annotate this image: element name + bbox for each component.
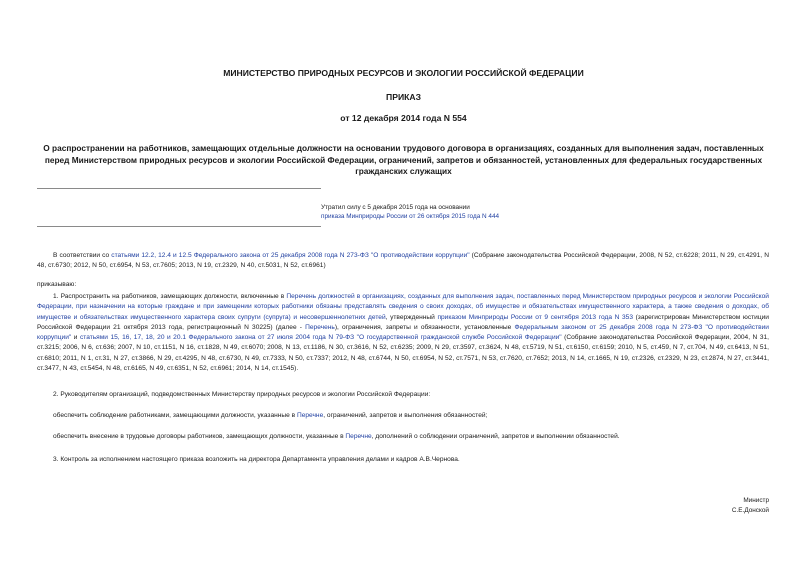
item-1-paragraph — [37, 292, 769, 374]
item-2-paragraph: 2. Руководителям организаций, подведомственных Министерству природных ресурсов и экологии Российской Федерации: — [53, 391, 431, 398]
preamble-text-2: (Собрание законодательства Российской Федерации, 2008, N 52, ст.6228; 2011, N 29, ст.4291, N 48, ст.6730; 2012, N 50, ст.6954, N 53, ст.7605; 2013, N 19, ст.2329, N 40, ст.5031, N 52, ст.6961) — [37, 252, 769, 270]
item1-text-5: и — [71, 334, 80, 342]
item2a-text-1: обеспечить соблюдение работниками, замещающими должности, указанные в — [53, 412, 297, 419]
item-2a-paragraph — [37, 411, 769, 421]
item2b-text-1: обеспечить внесение в трудовые договоры работников, замещающих должности, указанные в — [53, 433, 346, 440]
item2b-link-list[interactable]: Перечне — [345, 433, 372, 440]
document-title: О распространении на работников, замещающих отдельные должности на основании трудового договора в организациях, созданных для выполнения задач, поставленных перед Министерством природных ресурсов и экологии Российской Федерации, ограничений, запретов и обязанностей, установленных для федеральных государственных гражданских служащих — [43, 143, 764, 176]
status-link[interactable]: приказа Минприроды России от 26 октября 2015 года N 444 — [321, 213, 500, 220]
item1-text-1: 1. Распространить на работников, замещающих должности, включенные в — [53, 293, 287, 300]
item1-link-list[interactable]: Перечень — [305, 323, 335, 331]
item1-link-law-273[interactable]: Федеральным законом от 25 декабря 2008 года N 273-ФЗ "О противодействии коррупции" — [37, 323, 769, 342]
item1-text-3: (зарегистрирован Министерством юстиции Российской Федерации 21 октября 2013 года, регистрационный N 30225) (далее - — [37, 313, 769, 331]
item1-link-order-353[interactable]: приказом Минприроды России от 9 сентября 2013 года N 353 — [437, 313, 633, 321]
preamble-link-law-273[interactable]: статьями 12.2, 12.4 и 12.5 Федерального закона от 25 декабря 2008 года N 273-ФЗ "О противодействии коррупции" — [111, 252, 470, 259]
signature-name: С.Е.Донской — [731, 507, 769, 514]
date-number-heading: от 12 декабря 2014 года N 554 — [340, 113, 467, 123]
ministry-heading: МИНИСТЕРСТВО ПРИРОДНЫХ РЕСУРСОВ И ЭКОЛОГИИ РОССИЙСКОЙ ФЕДЕРАЦИИ — [223, 68, 584, 78]
top-divider — [37, 188, 321, 189]
status-text: Утратил силу с 5 декабря 2015 года на основании — [321, 204, 470, 211]
item-2b-paragraph — [37, 432, 769, 442]
signature-position: Министр — [743, 497, 769, 504]
item1-text-2: , утвержденный — [385, 313, 438, 321]
preamble-paragraph — [37, 251, 769, 272]
item-3-paragraph: 3. Контроль за исполнением настоящего приказа возложить на директора Департамента управления делами и кадров А.В.Чернова. — [53, 456, 460, 463]
bottom-divider — [37, 226, 321, 227]
doc-type-heading: ПРИКАЗ — [386, 92, 421, 102]
item1-link-law-79[interactable]: статьями 15, 16, 17, 18, 20 и 20.1 Федерального закона от 27 июля 2004 года N 79-ФЗ "О государственной гражданской службе Российской Федерации" — [79, 334, 562, 342]
item1-text-4: ), ограничения, запреты и обязанности, установленные — [334, 323, 515, 331]
preamble-text-1: В соответствии со — [53, 252, 112, 259]
item2a-text-2: , ограничений, запретов и выполнения обязанностей; — [323, 412, 488, 419]
item2b-text-2: , дополнений о соблюдении ограничений, запретов и выполнении обязанностей. — [371, 433, 620, 440]
item1-text-6: (Собрание законодательства Российской Федерации, 2004, N 31, ст.3215; 2006, N 6, ст.636; 2007, N 10, ст.1151, N 16, ст.1828, N 49, ст.6070; 2008, N 13, ст.1186, N 30, ст.3616, N 52, ст.6235; 2009, N 29, ст.3597, ст.3624, N 48, ст.5719, N 51, ст.6150, ст.6159; 2010, N 5, ст.459, N 7, ст.704, N 49, ст.6413, N 51, ст.6810; 2011, N 1, ст.31, N 27, ст.3866, N 29, ст.4295, N 48, ст.6730, N 49, ст.7333, N 50, ст.7337; 2012, N 48, ст.6744, N 50, ст.6954, N 52, ст.7571, N 53, ст.7620, ст.7652; 2013, N 14, ст.1665, N 19, ст.2326, ст.2329, N 23, ст.2874, N 27, ст.3441, ст.3477, N 43, ст.5454, N 48, ст.6165, N 49, ст.6351, N 52, ст.6961; 2014, N 14, ст.1545). — [37, 334, 769, 373]
item1-link-positions-list[interactable]: Перечень должностей в организациях, созданных для выполнения задач, поставленных перед Министерством природных ресурсов и экологии Российской Федерации, при назначении на которые граждане и при замещении которых работники обязаны представлять сведения о своих доходах, об имуществе и обязательствах имущественного характера, а также сведения о доходах, об имуществе и обязательствах имущественного характера своих супруги (супруга) и несовершеннолетних детей — [37, 293, 769, 321]
item2a-link-list[interactable]: Перечне — [296, 412, 324, 419]
order-word: приказываю: — [37, 281, 77, 288]
